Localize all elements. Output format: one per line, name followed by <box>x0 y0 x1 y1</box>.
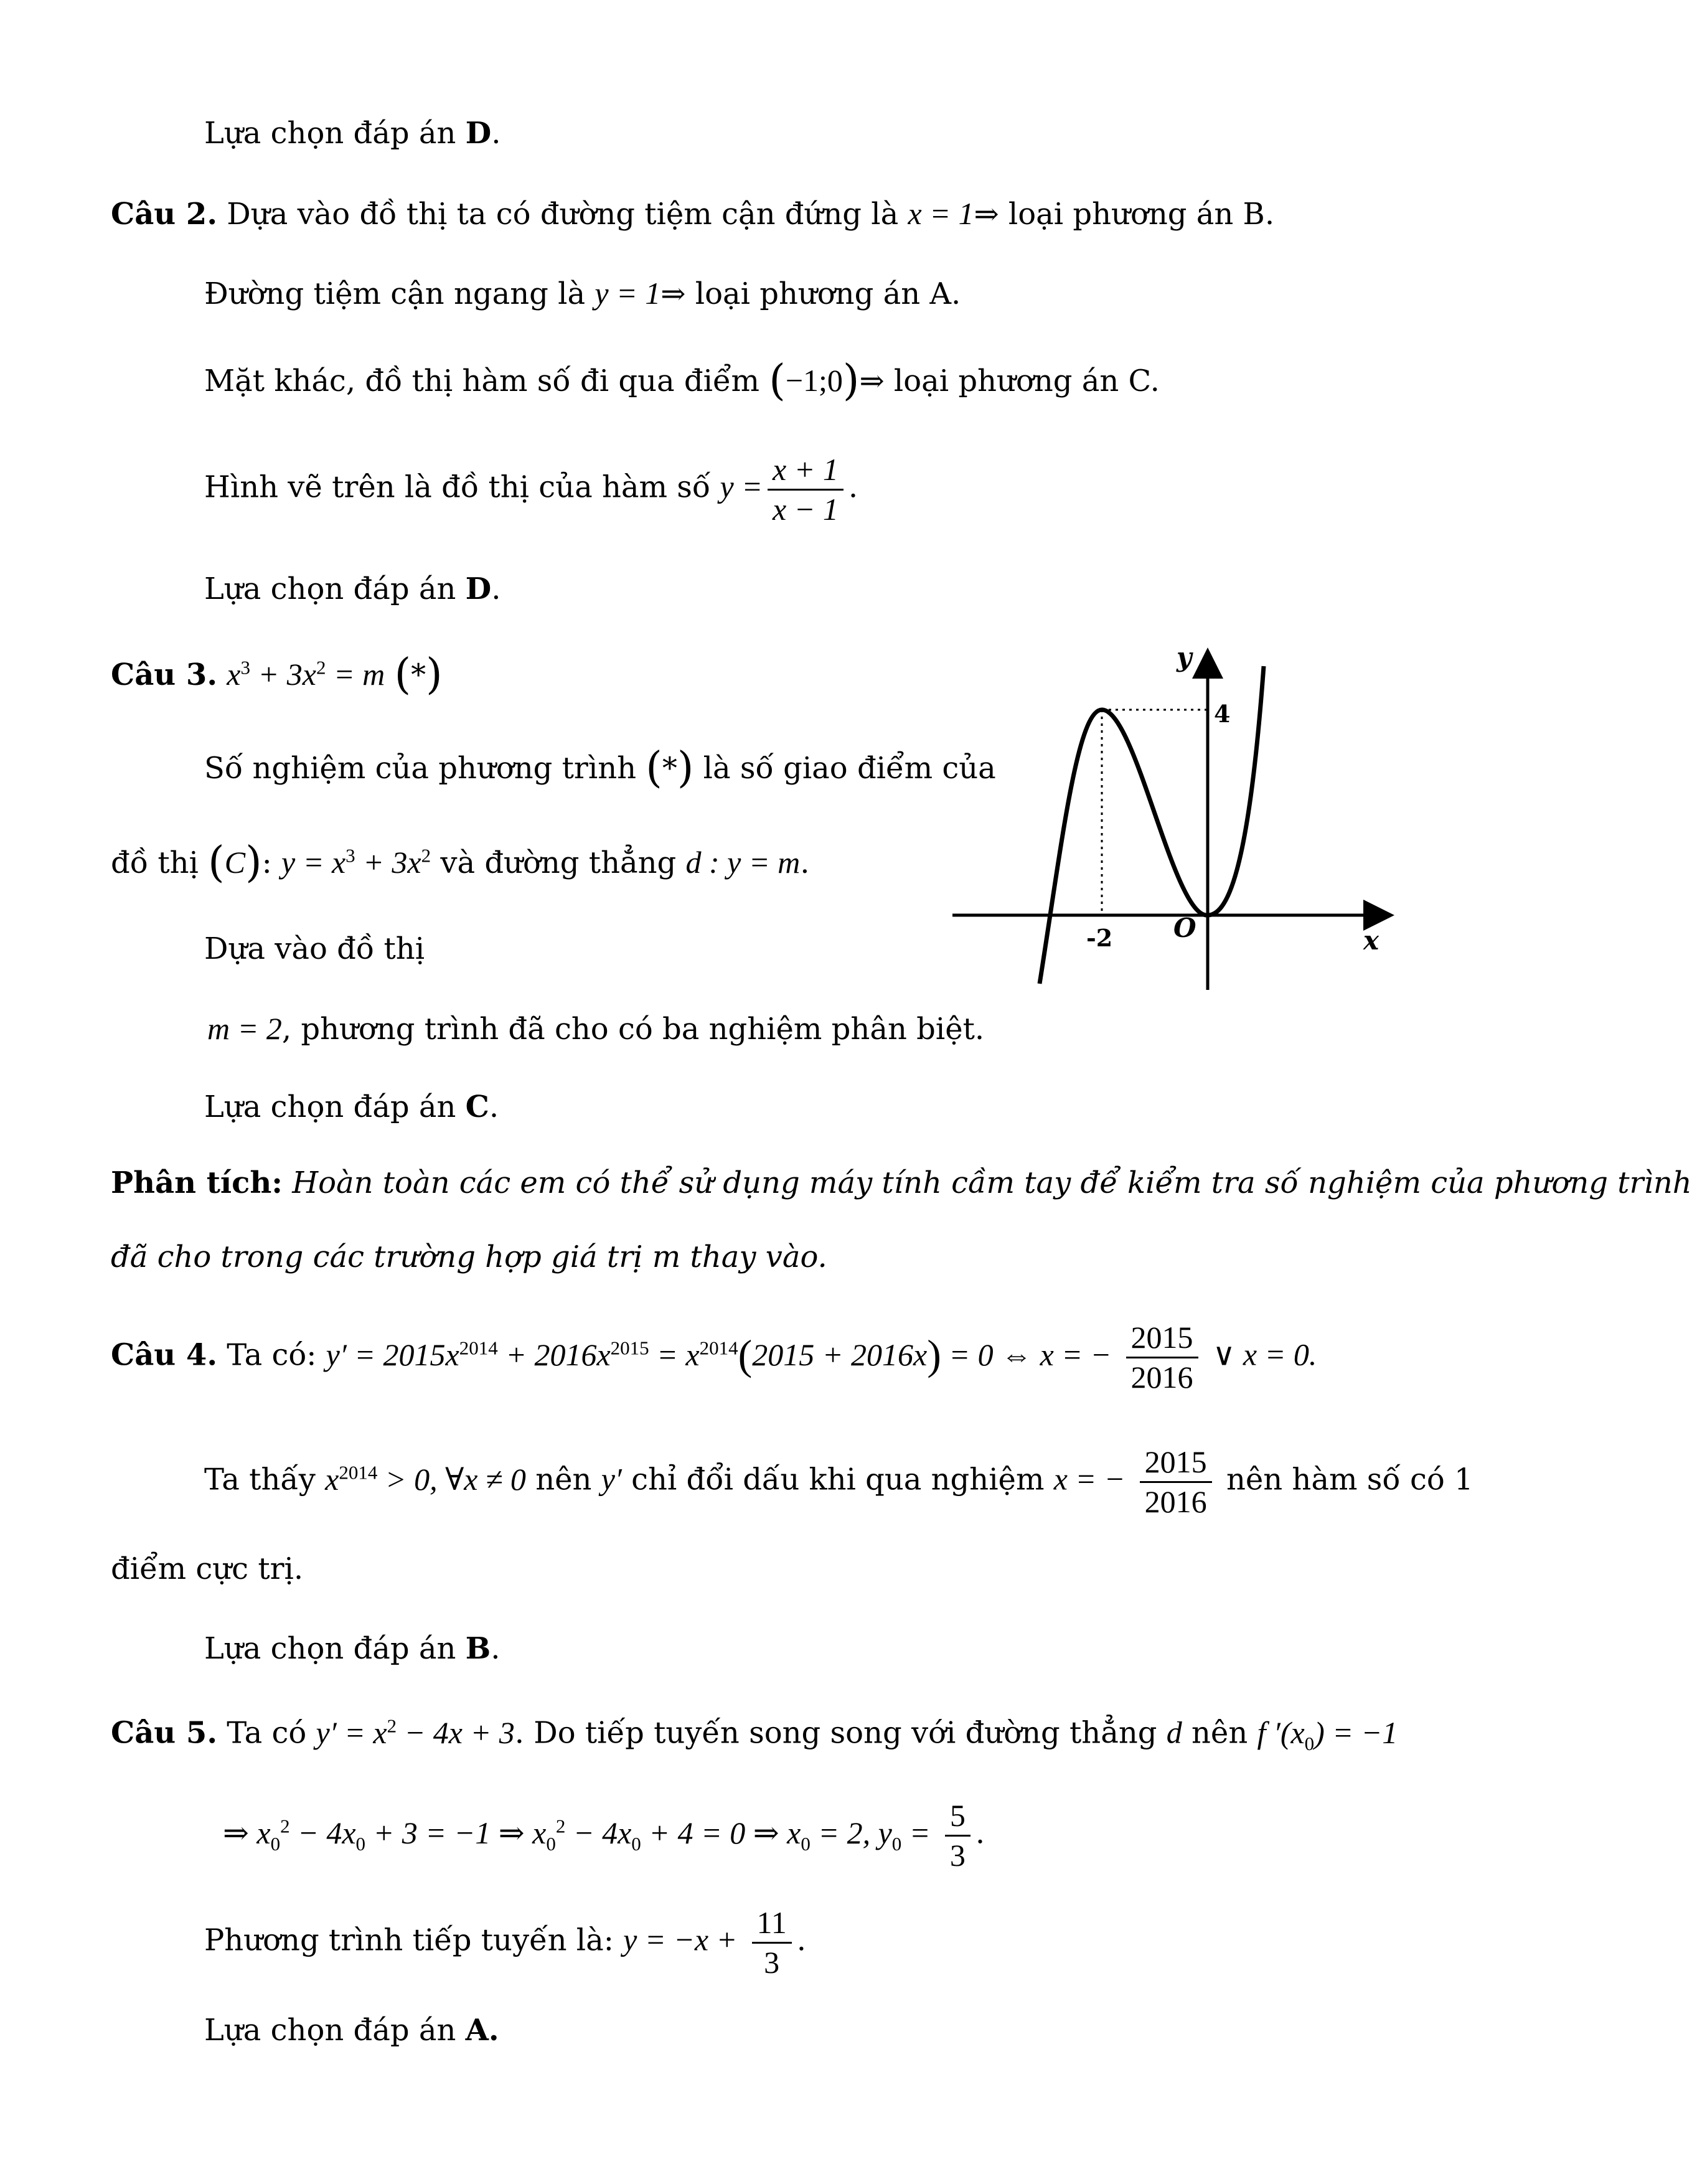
q3-line-3: đồ thị (C): $y = x^3 + 3x^2$ và đường thẳng d : y = m. <box>111 838 810 887</box>
fraction: $\frac{x + 1}{x - 1}$ <box>768 453 844 525</box>
q2-line-1: Câu 2. Dựa vào đồ thị ta có đường tiệm cận đứng là x = 1⇒ loại phương án B. <box>111 196 1275 232</box>
q3-line-5: m = 2, phương trình đã cho có ba nghiệm phân biệt. <box>207 1011 985 1047</box>
q2-answer-line: Lựa chọn đáp án D. <box>204 572 501 606</box>
fraction: $\frac{2015}{2016}$ <box>1126 1321 1198 1393</box>
q5-line-2: ⇒ $x_0^2 - 4x_0 + 3 = -1$ ⇒ $x_0^2 - 4x_0 + 4 = 0$ ⇒ $x_0 = 2$, $y_0$ = $\frac{5}{3}$ . <box>223 1798 985 1873</box>
tick-label-x: -2 <box>1086 924 1113 952</box>
answer-letter: D <box>465 572 492 606</box>
q2-line-4: Hình vẽ trên là đồ thị của hàm số y = $\frac{x + 1}{x - 1}$ . <box>204 452 858 527</box>
intro-answer-line: Lựa chọn đáp án D. <box>204 116 501 151</box>
analysis-line-1: Phân tích: Hoàn toàn các em có thể sử dụng máy tính cầm tay để kiểm tra số nghiệm của phương trình <box>111 1165 1692 1200</box>
answer-letter: D <box>465 116 492 151</box>
cubic-graph <box>952 641 1401 1009</box>
analysis-line-2: đã cho trong các trường hợp giá trị m thay vào. <box>111 1240 827 1274</box>
question-label: Câu 5. <box>111 1715 218 1751</box>
question-label: Câu 3. <box>111 657 218 692</box>
x-axis-label: x <box>1363 925 1379 956</box>
fraction: $\frac{11}{3}$ <box>752 1906 792 1979</box>
q4-answer-line: Lựa chọn đáp án B. <box>204 1631 501 1666</box>
question-label: Câu 4. <box>111 1337 218 1373</box>
origin-label: O <box>1173 913 1196 943</box>
q3-answer-line: Lựa chọn đáp án C. <box>204 1090 499 1124</box>
question-label: Câu 2. <box>111 197 218 232</box>
q4-line-2: Ta thấy $x^{2014} > 0$, ∀x ≠ 0 nên y′ chỉ đổi dấu khi qua nghiệm x = − $\frac{2015}{2016}$ nên hàm số có 1 <box>204 1444 1473 1519</box>
tick-label-y: 4 <box>1214 700 1231 728</box>
answer-letter: A. <box>465 2013 499 2048</box>
q2-line-2: Đường tiệm cận ngang là y = 1⇒ loại phương án A. <box>204 276 961 311</box>
q5-line-3: Phương trình tiếp tuyến là: y = −x + $\frac{11}{3}$ . <box>204 1905 806 1980</box>
analysis-label: Phân tích: <box>111 1165 283 1200</box>
q3-line-4: Dựa vào đồ thị <box>204 931 425 966</box>
q3-line-2: Số nghiệm của phương trình (*) là số giao điểm của <box>204 743 996 793</box>
q5-answer-line: Lựa chọn đáp án A. <box>204 2013 499 2048</box>
fraction: $\frac{5}{3}$ <box>945 1799 971 1871</box>
q3-line-1: Câu 3. $x^3 + 3x^2 = m$ (*) <box>111 650 443 699</box>
q2-line-3: Mặt khác, đồ thị hàm số đi qua điểm (−1;0)⇒ loại phương án C. <box>204 356 1160 405</box>
q4-line-3: điểm cực trị. <box>111 1551 304 1586</box>
q5-line-1: Câu 5. Ta có $y' = x^2 - 4x + 3$. Do tiếp tuyến song song với đường thẳng d nên f $'(x_0) = -1$ <box>111 1715 1398 1754</box>
y-axis-label: y <box>1177 642 1192 672</box>
answer-letter: C <box>465 1090 489 1124</box>
answer-letter: B <box>465 1631 491 1666</box>
fraction: $\frac{2015}{2016}$ <box>1140 1446 1212 1518</box>
q4-line-1: Câu 4. Ta có: $y' = 2015x^{2014} + 2016x^{2015} = x^{2014}(2015 + 2016x) = 0$ ⇔ x = − $\frac{2015}{2016}$ ∨ x = 0. <box>111 1320 1317 1395</box>
